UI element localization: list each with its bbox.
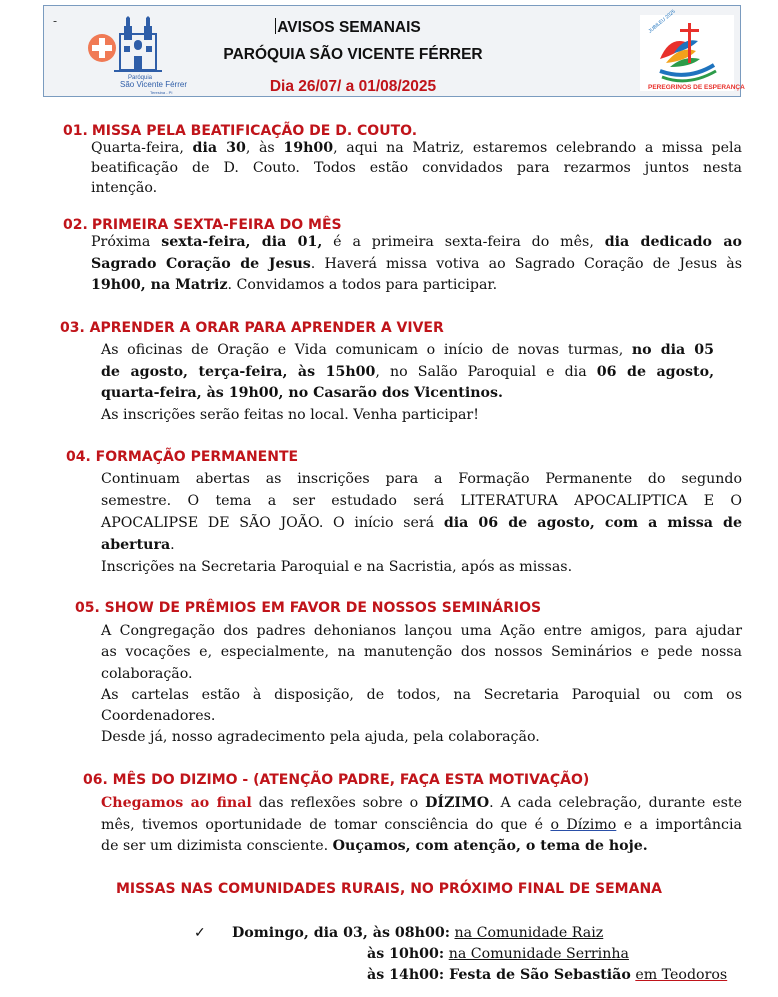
- section-6-title: 06. MÊS DO DIZIMO - (ATENÇÃO PADRE, FAÇA ESTA MOTIVAÇÃO): [83, 772, 590, 788]
- section-4-body: Continuam abertas as inscrições para a Formação Permanente do segundo semestre. O tema a ser estudado será LITERATURA APOCALIPTICA E O APOCALIPSE DE SÃO JOÃO. O início será dia 06 de agosto, com a missa de abertura. Inscrições na Secretaria Paroquial e na Sacristia, após as missas.: [101, 471, 742, 575]
- date-range: Dia 26/07/ a 01/08/2025: [269, 78, 437, 95]
- jubilee-logo: [640, 8, 745, 91]
- section-3-title: 03. APRENDER A ORAR PARA APRENDER A VIVER: [60, 320, 444, 336]
- section-5-title: 05. SHOW DE PRÊMIOS EM FAVOR DE NOSSOS SEMINÁRIOS: [75, 600, 542, 616]
- section-6-body: Chegamos ao final das reflexões sobre o DÍZIMO. A cada celebração, durante este mês, tivemos oportunidade de tomar consciência do que é o Dízimo e a importância de ser um dizimista consciente. Ouçamos, com atenção, o tema de hoje.: [101, 795, 742, 854]
- parish-name: PARÓQUIA SÃO VICENTE FÉRRER: [223, 46, 483, 63]
- header-box: [43, 5, 745, 97]
- section-1-title: 01. MISSA PELA BEATIFICAÇÃO DE D. COUTO.: [63, 123, 418, 139]
- svg-text:PEREGRINOS DE ESPERANÇA: PEREGRINOS DE ESPERANÇA: [648, 84, 745, 91]
- mass-sunday-1400: às 14h00: Festa de São Sebastião em Teodoros: [367, 967, 728, 983]
- svg-text:Teresina - PI: Teresina - PI: [150, 90, 173, 95]
- section-4-title: 04. FORMAÇÃO PERMANENTE: [66, 449, 299, 465]
- rural-masses-title: MISSAS NAS COMUNIDADES RURAIS, NO PRÓXIMO FINAL DE SEMANA: [115, 881, 662, 897]
- section-3-body: As oficinas de Oração e Vida comunicam o início de novas turmas, no dia 05 de agosto, terça-feira, às 15h00, no Salão Paroquial e dia 06 de agosto, quarta-feira, às 19h00, no Casarão dos Vicentinos. As inscrições serão feitas no local. Venha participar!: [101, 342, 715, 423]
- checkmark-icon: ✓: [194, 925, 206, 941]
- svg-text:São Vicente Férrer: São Vicente Férrer: [120, 80, 187, 89]
- mass-sunday-0800: Domingo, dia 03, às 08h00: na Comunidade Raiz: [232, 925, 604, 941]
- svg-text:Paróquia: Paróquia: [128, 75, 153, 81]
- svg-text:JUBILEU 2025: JUBILEU 2025: [647, 8, 677, 35]
- section-1-body: Quarta-feira, dia 30, às 19h00, aqui na Matriz, estaremos celebrando a missa pela beatificação de D. Couto. Todos estão convidados para rezarmos juntos nesta intenção.: [91, 140, 742, 196]
- header-dash: -: [53, 14, 58, 28]
- section-5-body: A Congregação dos padres dehonianos lançou uma Ação entre amigos, para ajudar as vocações e, especialmente, na manutenção dos nossos Seminários e pede nossa colaboração. As cartelas estão à disposição, de todos, na Secretaria Paroquial ou com os Coordenadores. Desde já, nosso agradecimento pela ajuda, pela colaboração.: [101, 623, 742, 746]
- title: AVISOS SEMANAIS: [277, 19, 421, 36]
- section-2-body: Próxima sexta-feira, dia 01, é a primeira sexta-feira do mês, dia dedicado ao Sagrado Coração de Jesus. Haverá missa votiva ao Sagrado Coração de Jesus às 19h00, na Matriz. Convidamos a todos para participar.: [91, 234, 742, 293]
- mass-sunday-1000: às 10h00: na Comunidade Serrinha: [367, 946, 629, 962]
- section-2-title: 02. PRIMEIRA SEXTA-FEIRA DO MÊS: [63, 217, 342, 233]
